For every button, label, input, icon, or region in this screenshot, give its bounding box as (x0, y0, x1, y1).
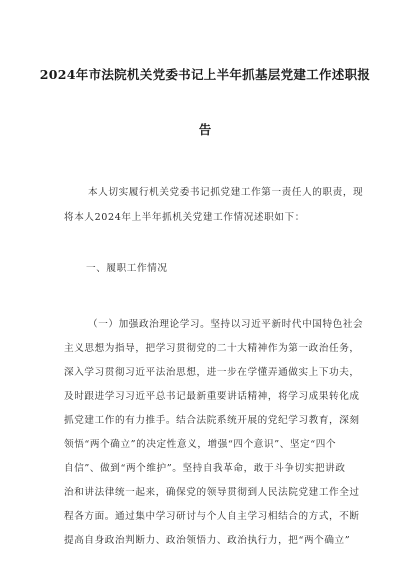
paragraph-line-1: （一）加强政治理论学习。坚持以习近平新时代中国特色社会 (88, 319, 364, 330)
document-title: 2024年市法院机关党委书记上半年抓基层党建工作述职报 (39, 67, 371, 82)
document-title-continuation: 告 (198, 122, 212, 137)
paragraph-line-7: 自信”、做到“两个维护”。坚持自我革命，敢于斗争切实把讲政 (64, 463, 346, 474)
paragraph-line-8: 治和讲法律统一起来，确保党的领导贯彻到人民法院党建工作全过 (64, 487, 360, 498)
paragraph-line-5: 抓党建工作的有力推手。结合法院系统开展的党纪学习教育，深刻 (64, 415, 360, 426)
paragraph-line-10: 提高自身政治判断力、政治领悟力、政治执行力，把“两个确立” (64, 535, 351, 546)
paragraph-line-3: 深入学习贯彻习近平法治思想，进一步在学懂弄通做实上下功夫， (64, 367, 360, 378)
intro-line-1: 本人切实履行机关党委书记抓党建工作第一责任人的职责，现 (88, 187, 364, 198)
paragraph-line-6: 领悟“两个确立”的决定性意义，增强“四个意识”、坚定“四个 (64, 439, 337, 450)
section-heading: 一、履职工作情况 (86, 263, 168, 274)
paragraph-line-4: 及时跟进学习习近平总书记最新重要讲话精神，将学习成果转化成 (64, 391, 360, 402)
paragraph-line-2: 主义思想为指导，把学习贯彻党的二十大精神作为第一政治任务， (64, 343, 360, 354)
paragraph-line-9: 程各方面。通过集中学习研讨与个人自主学习相结合的方式，不断 (64, 511, 360, 522)
intro-line-2: 将本人2024年上半年抓机关党建工作情况述职如下： (64, 212, 305, 223)
